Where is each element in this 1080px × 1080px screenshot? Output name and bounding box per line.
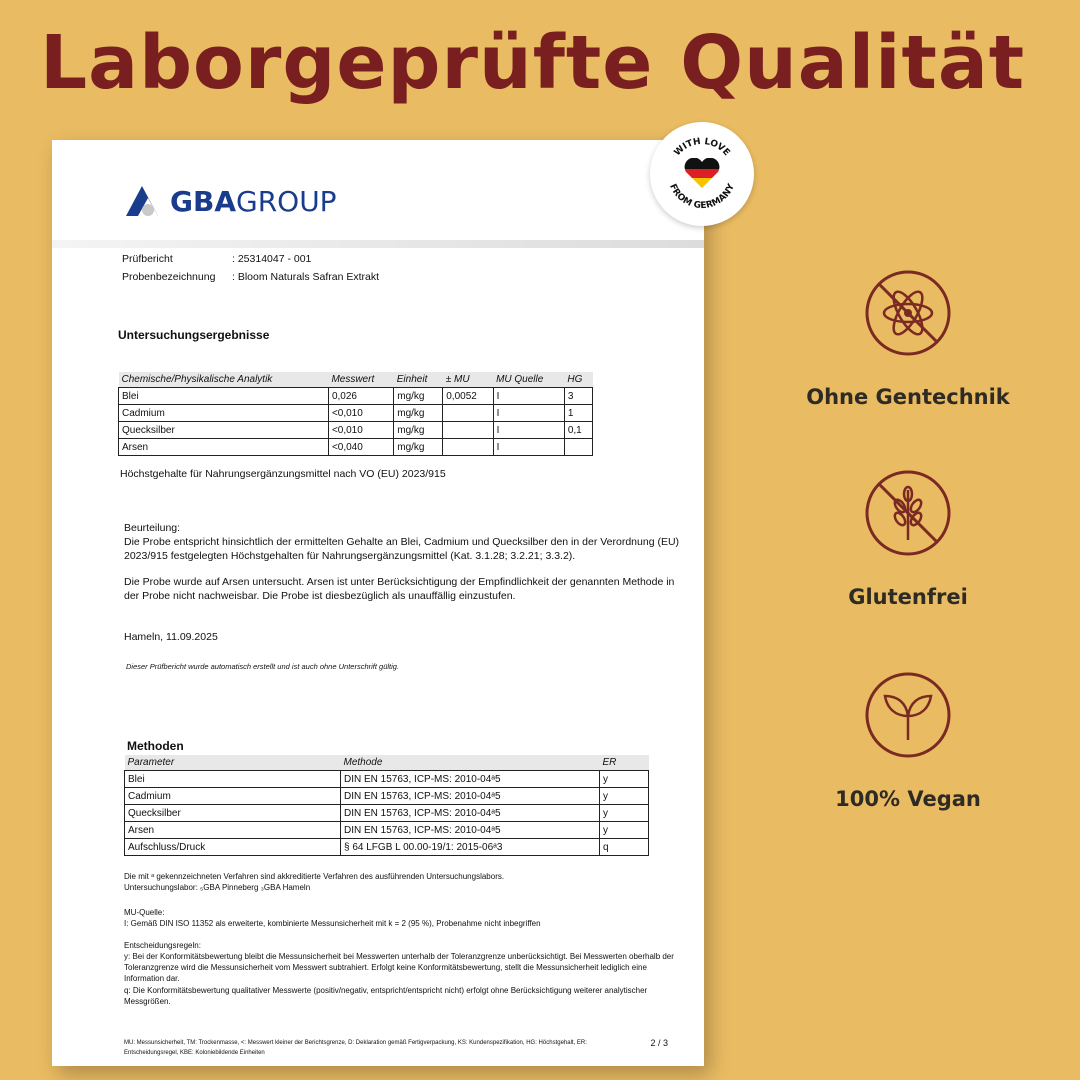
german-flag-heart-icon (680, 158, 724, 190)
gluten-free-wheat-icon (865, 470, 951, 556)
page-headline: Laborgeprüfte Qualität (40, 20, 1026, 106)
table-row (119, 388, 593, 405)
table-cell (443, 405, 493, 422)
vegan-leaf-icon (865, 672, 951, 758)
beurteilung-paragraph: Die Probe wurde auf Arsen untersucht. Arsen ist unter Berücksichtigung der Empfindlichkeit der genannten Methode in der Probe nicht nachweisbar. Die Probe ist diesbezüglich als unauffällig einzustufen. (124, 576, 675, 602)
meta-value: : Bloom Naturals Safran Extrakt (232, 271, 380, 283)
results-header: MU Quelle (493, 372, 564, 388)
place-date: Hameln, 11.09.2025 (124, 631, 218, 643)
table-cell: DIN EN 15763, ICP-MS: 2010-04ᵃ5 (341, 822, 600, 839)
badge-top-text: WITH LOVE (672, 136, 732, 159)
table-row (125, 771, 649, 788)
results-header: ± MU (443, 372, 493, 388)
no-gmo-atom-icon (865, 270, 951, 356)
table-cell: y (600, 771, 649, 788)
accreditation-note: Die mit ᵃ gekennzeichneten Verfahren sind akkreditierte Verfahren des ausführenden Untersuchungslabors. (124, 872, 505, 881)
lab-report-document (52, 140, 704, 1066)
results-header: Messwert (328, 372, 393, 388)
table-cell: DIN EN 15763, ICP-MS: 2010-04ᵃ5 (341, 788, 600, 805)
table-cell: mg/kg (394, 405, 443, 422)
table-cell: I (493, 439, 564, 456)
table-cell: y (600, 822, 649, 839)
methods-title: Methoden (127, 739, 184, 753)
methods-table (124, 755, 649, 856)
meta-row (122, 271, 379, 283)
feature-label: Ohne Gentechnik (806, 385, 1010, 409)
table-cell: Blei (119, 388, 329, 405)
results-header: Chemische/Physikalische Analytik (119, 372, 329, 388)
table-cell: 3 (564, 388, 592, 405)
table-cell: <0,040 (328, 439, 393, 456)
made-in-germany-badge (650, 122, 754, 226)
table-cell (443, 439, 493, 456)
table-cell: § 64 LFGB L 00.00-19/1: 2015-06ᵃ3 (341, 839, 600, 856)
table-cell: q (600, 839, 649, 856)
gba-logo (124, 184, 337, 218)
table-row (125, 788, 649, 805)
table-row (119, 439, 593, 456)
table-cell: y (600, 788, 649, 805)
logo-text-light: GROUP (236, 184, 337, 218)
table-cell: Cadmium (125, 788, 341, 805)
results-title: Untersuchungsergebnisse (118, 328, 270, 342)
table-cell: I (493, 422, 564, 439)
feature-vegan (778, 672, 1038, 811)
table-row (125, 822, 649, 839)
page-number: 2 / 3 (650, 1038, 668, 1048)
results-header: Einheit (394, 372, 443, 388)
feature-label: 100% Vegan (835, 787, 981, 811)
mu-title: MU-Quelle: (124, 908, 165, 917)
lab-note: Untersuchungslabor: ₅GBA Pinneberg ₃GBA Hameln (124, 883, 311, 892)
er-y-text: y: Bei der Konformitätsbewertung bleibt die Messunsicherheit bei Messwerten unterhalb der Toleranzgrenze unberücksichtigt. Bei Messwerten oberhalb der Toleranzgrenze wird die Messunsicherheit vom Messwert subtrahiert. Erfolgt keine Konformitätsbewertung, stellt die Messunsicherheit lediglich eine Information dar. (124, 952, 674, 983)
table-row (119, 405, 593, 422)
meta-label: Probenbezeichnung (122, 271, 216, 283)
gba-logo-icon (124, 184, 164, 218)
results-header: HG (564, 372, 592, 388)
beurteilung-paragraph: Die Probe entspricht hinsichtlich der ermittelten Gehalte an Blei, Cadmium und Quecksilber den in der Verordnung (EU) 2023/915 festgelegten Höchstgehalten für Nahrungsergänzungsmittel (Kat. 3.1.28; 3.2.21; 3.3.2). (124, 536, 680, 562)
table-row (119, 422, 593, 439)
table-cell: mg/kg (394, 422, 443, 439)
table-cell: I (493, 388, 564, 405)
auto-note: Dieser Prüfbericht wurde automatisch erstellt und ist auch ohne Unterschrift gültig. (126, 662, 400, 671)
results-table (118, 372, 593, 456)
table-cell: 0,0052 (443, 388, 493, 405)
table-cell: 1 (564, 405, 592, 422)
table-cell: I (493, 405, 564, 422)
methods-header: ER (600, 755, 649, 771)
table-cell: Arsen (125, 822, 341, 839)
beurteilung-title: Beurteilung: (124, 522, 181, 534)
table-cell: <0,010 (328, 422, 393, 439)
feature-glutenfrei (778, 470, 1038, 609)
table-cell (564, 439, 592, 456)
table-cell: mg/kg (394, 439, 443, 456)
table-row (125, 805, 649, 822)
table-cell: <0,010 (328, 405, 393, 422)
table-cell: Quecksilber (119, 422, 329, 439)
meta-label: Prüfbericht (122, 253, 173, 265)
feature-ohne-gentechnik (778, 270, 1038, 409)
footnote: MU: Messunsicherheit, TM: Trockenmasse, <: Messwert kleiner der Berichtsgrenze, D: Deklaration gemäß Fertigverpackung, KS: Kundenspezifikation, HG: Höchstgehalt, ER: Entscheidungsregel, KBE: Koloniebildende Einheiten (124, 1040, 587, 1056)
table-cell: Arsen (119, 439, 329, 456)
table-cell: Blei (125, 771, 341, 788)
table-cell (443, 422, 493, 439)
mu-text: I: Gemäß DIN ISO 11352 als erweiterte, kombinierte Messunsicherheit mit k = 2 (95 %), Probenahme nicht inbegriffen (124, 919, 541, 928)
table-cell: DIN EN 15763, ICP-MS: 2010-04ᵃ5 (341, 771, 600, 788)
methods-header: Methode (341, 755, 600, 771)
er-title: Entscheidungsregeln: (124, 941, 201, 950)
logo-text-bold: GBA (170, 184, 236, 218)
table-cell: Cadmium (119, 405, 329, 422)
er-q-text: q: Die Konformitätsbewertung qualitativer Messwerte (positiv/negativ, entspricht/entspricht nicht) erfolgt ohne Berücksichtigung weiterer analytischer Messgrößen. (124, 986, 648, 1006)
table-cell: Aufschluss/Druck (125, 839, 341, 856)
hg-note: Höchstgehalte für Nahrungsergänzungsmittel nach VO (EU) 2023/915 (120, 468, 446, 480)
meta-row (122, 253, 311, 265)
meta-value: : 25314047 - 001 (232, 253, 312, 265)
table-cell: mg/kg (394, 388, 443, 405)
methods-header: Parameter (125, 755, 341, 771)
header-band (52, 240, 704, 248)
table-cell: Quecksilber (125, 805, 341, 822)
feature-label: Glutenfrei (848, 585, 968, 609)
table-cell: 0,026 (328, 388, 393, 405)
table-cell: y (600, 805, 649, 822)
badge-bottom-text: FROM GERMANY (667, 182, 737, 212)
table-cell: 0,1 (564, 422, 592, 439)
table-row (125, 839, 649, 856)
table-cell: DIN EN 15763, ICP-MS: 2010-04ᵃ5 (341, 805, 600, 822)
